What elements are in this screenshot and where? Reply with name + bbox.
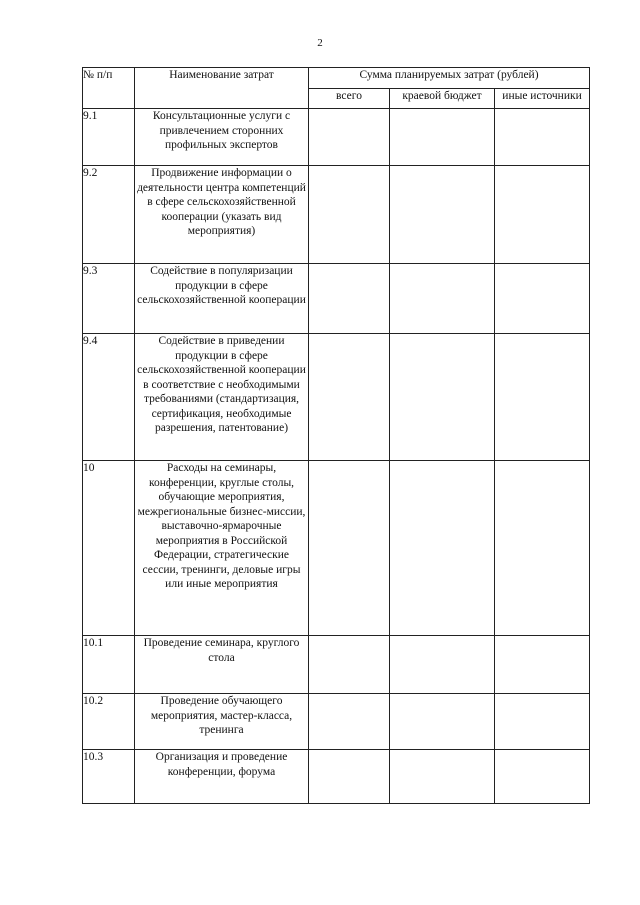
row-name: Содействие в популяризации продукции в сфере сельскохозяйственной кооперации (135, 264, 309, 334)
cell-regional-budget (390, 636, 495, 694)
cell-other-sources (495, 264, 590, 334)
cell-total (309, 264, 390, 334)
cost-table (82, 67, 590, 804)
row-number: 10.2 (83, 694, 135, 750)
header-sum-group: Сумма планируемых затрат (рублей) (309, 68, 590, 89)
row-number: 10 (83, 461, 135, 636)
cell-other-sources (495, 461, 590, 636)
row-name: Содействие в приведении продукции в сфере сельскохозяйственной кооперации в соответствие с необходимыми требованиями (стандартизация, сертификация, необходимые разрешения, патентование) (135, 334, 309, 461)
table-row (83, 636, 590, 694)
table-row (83, 750, 590, 804)
cell-regional-budget (390, 166, 495, 264)
cell-other-sources (495, 334, 590, 461)
cell-total (309, 334, 390, 461)
header-regional-budget: краевой бюджет (390, 89, 495, 109)
cell-other-sources (495, 694, 590, 750)
cell-total (309, 636, 390, 694)
cell-other-sources (495, 109, 590, 166)
header-name: Наименование затрат (135, 68, 309, 109)
cell-other-sources (495, 636, 590, 694)
cell-total (309, 109, 390, 166)
header-other-sources: иные источники (495, 89, 590, 109)
page-number: 2 (317, 37, 323, 49)
table-row (83, 109, 590, 166)
table-row (83, 166, 590, 264)
table-row (83, 461, 590, 636)
row-number: 10.3 (83, 750, 135, 804)
table-row (83, 694, 590, 750)
row-name: Проведение обучающего мероприятия, мастер-класса, тренинга (135, 694, 309, 750)
header-total: всего (309, 89, 390, 109)
cell-regional-budget (390, 750, 495, 804)
row-name: Расходы на семинары, конференции, круглые столы, обучающие мероприятия, межрегиональные бизнес-миссии, выставочно-ярмарочные мероприятия в Российской Федерации, стратегические сессии, тренинги, деловые игры или иные мероприятия (135, 461, 309, 636)
cell-other-sources (495, 750, 590, 804)
header-row-top (83, 68, 590, 89)
cell-regional-budget (390, 264, 495, 334)
table-row (83, 334, 590, 461)
cell-total (309, 166, 390, 264)
row-name: Проведение семинара, круглого стола (135, 636, 309, 694)
row-number: 9.1 (83, 109, 135, 166)
cell-regional-budget (390, 109, 495, 166)
header-number: № п/п (83, 68, 135, 109)
row-number: 9.2 (83, 166, 135, 264)
row-number: 9.3 (83, 264, 135, 334)
table-row (83, 264, 590, 334)
cell-other-sources (495, 166, 590, 264)
cell-total (309, 750, 390, 804)
row-number: 10.1 (83, 636, 135, 694)
cell-total (309, 694, 390, 750)
cell-total (309, 461, 390, 636)
cell-regional-budget (390, 694, 495, 750)
row-name: Продвижение информации о деятельности центра компетенций в сфере сельскохозяйственной кооперации (указать вид мероприятия) (135, 166, 309, 264)
row-name: Организация и проведение конференции, форума (135, 750, 309, 804)
cell-regional-budget (390, 461, 495, 636)
row-number: 9.4 (83, 334, 135, 461)
row-name: Консультационные услуги с привлечением сторонних профильных экспертов (135, 109, 309, 166)
cell-regional-budget (390, 334, 495, 461)
